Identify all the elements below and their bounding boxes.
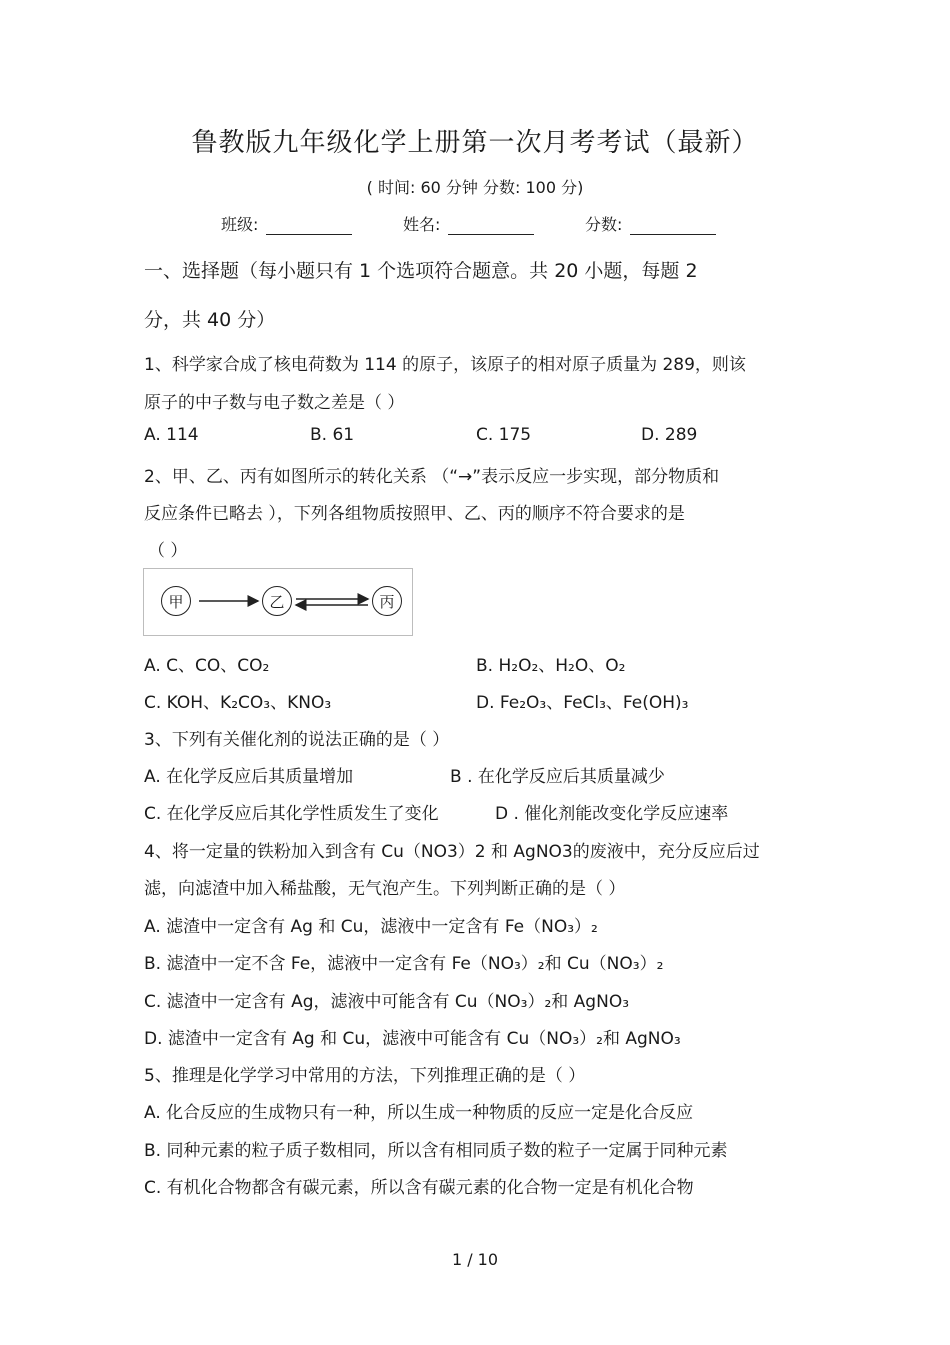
q1-option-c: C. 175 xyxy=(476,425,532,445)
node-jia: 甲 xyxy=(161,586,191,616)
q3-option-a: A. 在化学反应后其质量增加 xyxy=(144,767,354,787)
document-title: 鲁教版九年级化学上册第一次月考考试（最新） xyxy=(191,128,759,158)
node-bing: 丙 xyxy=(372,586,402,616)
page-number: 1 / 10 xyxy=(451,1250,499,1269)
q1-option-a: A. 114 xyxy=(144,425,199,445)
q2-option-a: A. C、CO、CO₂ xyxy=(144,656,270,676)
score-blank[interactable] xyxy=(630,216,716,235)
question-2-paren: （ ） xyxy=(148,541,188,561)
q2-option-c: C. KOH、K₂CO₃、KNO₃ xyxy=(144,693,332,713)
score-field xyxy=(585,212,716,235)
q5-option-b: B. 同种元素的粒子质子数相同，所以含有相同质子数的粒子一定属于同种元素 xyxy=(144,1141,728,1161)
question-4: 4、将一定量的铁粉加入到含有 Cu（NO3）2 和 AgNO3的废液中，充分反应后过 xyxy=(144,842,760,862)
class-blank[interactable] xyxy=(266,216,352,235)
q1-option-d: D. 289 xyxy=(641,425,698,445)
exam-meta: ( 时间: 60 分钟 分数: 100 分) xyxy=(366,178,584,197)
q2-option-b: B. H₂O₂、H₂O、O₂ xyxy=(476,656,626,676)
section-heading-cont: 分，共 40 分） xyxy=(144,309,276,331)
q4-option-d: D. 滤渣中一定含有 Ag 和 Cu，滤液中可能含有 Cu（NO₃）₂和 AgNO₃ xyxy=(144,1029,681,1049)
question-1: 1、科学家合成了核电荷数为 114 的原子，该原子的相对原子质量为 289，则该 xyxy=(144,355,746,375)
question-2-cont: 反应条件已略去 ），下列各组物质按照甲、乙、丙的顺序不符合要求的是 xyxy=(144,504,685,524)
q4-option-a: A. 滤渣中一定含有 Ag 和 Cu，滤液中一定含有 Fe（NO₃）₂ xyxy=(144,917,598,937)
conversion-diagram xyxy=(143,568,413,636)
q3-option-c: C. 在化学反应后其化学性质发生了变化 xyxy=(144,804,439,824)
q5-option-a: A. 化合反应的生成物只有一种，所以生成一种物质的反应一定是化合反应 xyxy=(144,1103,694,1123)
q1-option-b: B. 61 xyxy=(310,425,355,445)
section-heading: 一、选择题（每小题只有 1 个选项符合题意。共 20 小题，每题 2 xyxy=(144,260,698,282)
score-label: 分数: xyxy=(585,215,623,234)
question-5: 5、推理是化学学习中常用的方法，下列推理正确的是（ ） xyxy=(144,1066,586,1086)
q3-option-d: D . 催化剂能改变化学反应速率 xyxy=(495,804,729,824)
q3-option-b: B . 在化学反应后其质量减少 xyxy=(450,767,665,787)
q4-option-b: B. 滤渣中一定不含 Fe，滤液中一定含有 Fe（NO₃）₂和 Cu（NO₃）₂ xyxy=(144,954,664,974)
class-label: 班级: xyxy=(221,215,259,234)
name-label: 姓名: xyxy=(403,215,441,234)
name-field xyxy=(403,212,534,235)
question-2: 2、甲、乙、丙有如图所示的转化关系 （“→”表示反应一步实现，部分物质和 xyxy=(144,467,720,487)
q4-option-c: C. 滤渣中一定含有 Ag，滤液中可能含有 Cu（NO₃）₂和 AgNO₃ xyxy=(144,992,630,1012)
class-field xyxy=(221,212,352,235)
question-1-cont: 原子的中子数与电子数之差是（ ） xyxy=(144,393,405,413)
question-3: 3、下列有关催化剂的说法正确的是（ ） xyxy=(144,730,450,750)
question-4-cont: 滤，向滤渣中加入稀盐酸，无气泡产生。下列判断正确的是（ ） xyxy=(144,879,626,899)
name-blank[interactable] xyxy=(448,216,534,235)
q5-option-c: C. 有机化合物都含有碳元素，所以含有碳元素的化合物一定是有机化合物 xyxy=(144,1178,694,1198)
node-yi: 乙 xyxy=(262,586,292,616)
arrows xyxy=(144,569,412,635)
q2-option-d: D. Fe₂O₃、FeCl₃、Fe(OH)₃ xyxy=(476,693,689,713)
